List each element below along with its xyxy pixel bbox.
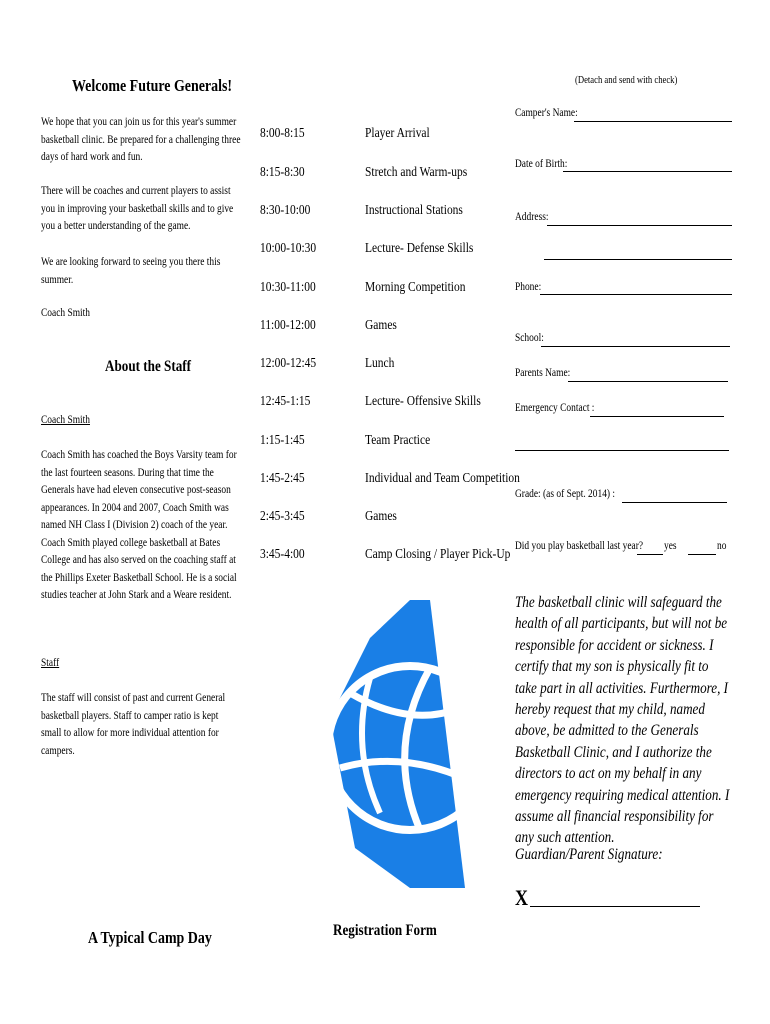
yes-field[interactable] [637,554,663,555]
schedule-activity: Instructional Stations [365,203,463,218]
staff-text: The staff will consist of past and current General basketball players. Staff to camper ratio is kept small to allow for more individual attention for campers. [41,692,226,757]
schedule-activity: Lecture- Offensive Skills [365,394,481,409]
schedule-activity: Games [365,509,397,524]
campers-name-field[interactable] [574,121,732,122]
signature-field[interactable] [530,906,700,907]
address-field-line-2[interactable] [544,259,732,260]
address-field[interactable] [547,225,732,226]
welcome-paragraph-1: We hope that you can join us for this year's summer basketball clinic. Be prepared for a challenging three days of hard work and fun. [41,116,241,163]
school-field[interactable] [541,346,730,347]
phone-field[interactable] [540,294,732,295]
coach-bio: Coach Smith has coached the Boys Varsity team for the last fourteen seasons. During that time the Generals have had eleven consecutive post-season appearances. In 2004 and 2007, Coach Smith was named NH Class I (Division 2) coach of the year. Coach Smith played college basketball at Bates College and has also served on the coaching staff at the Phillips Exeter Basketball School. He is a social studies teacher at John Stark and a Weare resident. [41,449,237,601]
detach-note: (Detach and send with check) [575,75,678,86]
parents-name-label: Parents Name: [515,367,571,379]
dob-field[interactable] [563,171,732,172]
schedule-activity: Camp Closing / Player Pick-Up [365,547,511,562]
no-label: no [717,540,727,552]
emergency-contact-label: Emergency Contact : [515,402,595,414]
schedule-time: 8:30-10:00 [260,203,311,218]
schedule-activity: Morning Competition [365,280,466,295]
staff-heading: Staff [41,657,60,669]
dob-label: Date of Birth: [515,158,568,170]
schedule-time: 10:30-11:00 [260,280,316,295]
phone-label: Phone: [515,281,542,293]
parents-name-field[interactable] [568,381,728,382]
no-field[interactable] [688,554,716,555]
signature-label: Guardian/Parent Signature: [515,846,663,863]
campers-name-label: Camper's Name: [515,107,578,119]
schedule-time: 8:00-8:15 [260,126,305,141]
signoff: Coach Smith [41,307,90,319]
schedule-time: 1:15-1:45 [260,433,305,448]
welcome-paragraph-3: We are looking forward to seeing you there this summer. [41,256,221,286]
yes-label: yes [664,540,677,552]
coach-heading: Coach Smith [41,414,90,426]
grade-label: Grade: (as of Sept. 2014) : [515,488,616,500]
schedule-activity: Player Arrival [365,126,430,141]
waiver-text: The basketball clinic will safeguard the health of all participants, but will not be responsible for accident or sickness. I certify that my son is physically fit to take part in all activities. Furthermore, I hereby request that my child, named above, be admitted to the Generals Basketball Clinic, and I authorize the directors to act on my behalf in any emergency requiring medical attention. I assume all financial responsibility for any such attention. [515,594,730,847]
registration-title: Registration Form [333,922,437,939]
schedule-time: 2:45-3:45 [260,509,305,524]
schedule-activity: Team Practice [365,433,431,448]
emergency-contact-field[interactable] [590,416,724,417]
schedule-time: 12:45-1:15 [260,394,311,409]
played-last-year-label: Did you play basketball last year? [515,540,644,552]
camp-day-title: A Typical Camp Day [88,928,212,947]
about-staff-title: About the Staff [105,358,192,375]
welcome-title: Welcome Future Generals! [72,76,233,95]
grade-field[interactable] [622,502,727,503]
schedule-time: 3:45-4:00 [260,547,305,562]
signature-x: X [515,885,529,910]
basketball-logo [310,598,482,888]
welcome-paragraph-2: There will be coaches and current players to assist you in improving your basketball skills and to give you a better understanding of the game. [41,185,234,232]
address-label: Address: [515,211,549,223]
schedule-time: 10:00-10:30 [260,241,317,256]
school-label: School: [515,332,544,344]
schedule-time: 11:00-12:00 [260,318,316,333]
schedule-time: 8:15-8:30 [260,165,305,180]
schedule-activity: Stretch and Warm-ups [365,165,468,180]
schedule-time: 12:00-12:45 [260,356,317,371]
schedule-activity: Lunch [365,356,395,371]
schedule-activity: Games [365,318,397,333]
emergency-contact-field-line-2[interactable] [515,450,729,451]
schedule-activity: Individual and Team Competition [365,471,520,486]
schedule-activity: Lecture- Defense Skills [365,241,474,256]
schedule-time: 1:45-2:45 [260,471,305,486]
